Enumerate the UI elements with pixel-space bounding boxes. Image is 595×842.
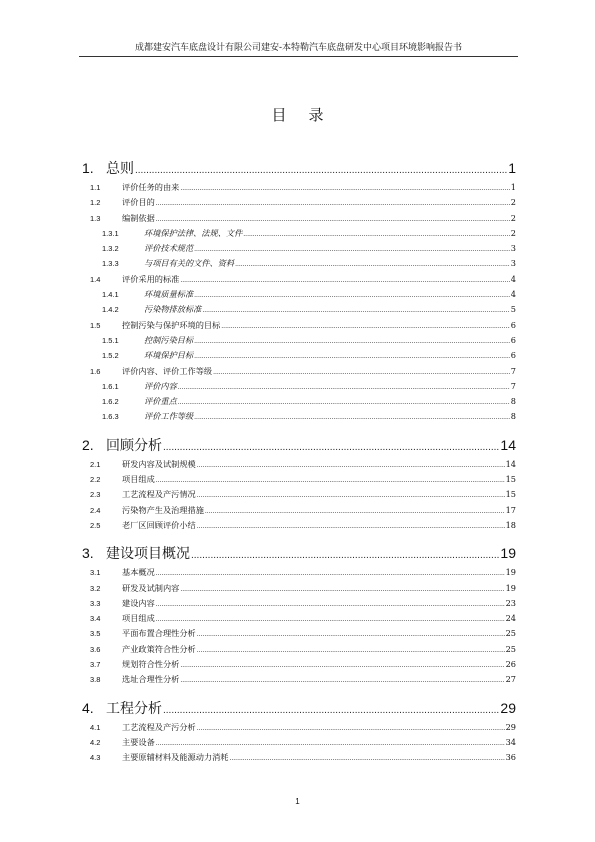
toc-entry[interactable] xyxy=(82,411,516,426)
toc-entry[interactable] xyxy=(82,304,516,319)
toc-entry-page: 1 xyxy=(510,182,516,192)
toc-leader-dots xyxy=(156,477,505,484)
toc-entry-page: 6 xyxy=(510,334,516,345)
toc-entry-page: 14 xyxy=(500,436,516,453)
toc-leader-dots xyxy=(156,216,510,223)
toc-entry-page: 8 xyxy=(510,396,516,407)
toc-title: 目录 xyxy=(271,106,346,124)
toc-entry-number: 1.4 xyxy=(90,274,101,284)
toc-entry[interactable] xyxy=(82,644,516,659)
toc-entry-number: 1.3.3 xyxy=(102,259,119,269)
toc-leader-dots xyxy=(163,442,499,453)
toc-entry[interactable] xyxy=(82,381,516,396)
toc-leader-dots xyxy=(197,523,505,530)
toc-entry[interactable] xyxy=(82,752,516,767)
toc-entry[interactable] xyxy=(82,274,516,289)
toc-entry[interactable] xyxy=(82,366,516,381)
toc-entry-number: 3.2 xyxy=(90,583,101,593)
toc-entry[interactable] xyxy=(82,505,516,520)
toc-entry-page: 34 xyxy=(505,736,516,747)
toc-leader-dots xyxy=(194,246,510,253)
toc-entry-page: 3 xyxy=(510,243,516,254)
toc-entry-label: 基本概况 xyxy=(122,567,155,578)
toc-entry-number: 2. xyxy=(82,436,94,453)
toc-leader-dots xyxy=(229,755,504,762)
toc-entry-page: 23 xyxy=(505,597,516,608)
toc-entry-label: 总则 xyxy=(106,160,134,176)
toc-entry-label: 产业政策符合性分析 xyxy=(122,643,196,654)
toc-leader-dots xyxy=(197,647,505,654)
toc-entry-label: 主要设备 xyxy=(122,736,155,747)
toc-entry-page: 14 xyxy=(505,458,516,469)
toc-leader-dots xyxy=(156,740,505,747)
toc-entry-label: 建设项目概况 xyxy=(106,545,190,562)
toc-entry-page: 25 xyxy=(505,628,516,639)
toc-entry[interactable] xyxy=(82,722,516,737)
toc-entry-number: 2.2 xyxy=(90,475,101,485)
page-number: 1 xyxy=(295,797,300,806)
toc-entry-page: 25 xyxy=(505,643,516,654)
toc-entry-label: 平面布置合理性分析 xyxy=(122,628,196,639)
toc-entry[interactable] xyxy=(82,435,516,456)
toc-entry-number: 2.1 xyxy=(90,459,101,469)
toc-entry-number: 3.4 xyxy=(90,614,101,624)
toc-entry[interactable] xyxy=(82,674,516,689)
toc-entry-number: 3.5 xyxy=(90,629,101,639)
toc-entry-label: 评价内容 xyxy=(144,380,177,391)
toc-entry[interactable] xyxy=(82,350,516,365)
toc-entry[interactable] xyxy=(82,489,516,504)
toc-entry-label: 选址合理性分析 xyxy=(122,674,180,685)
toc-entry[interactable] xyxy=(82,543,516,564)
toc-entry-label: 项目组成 xyxy=(122,474,155,485)
toc-entry-label: 评价技术规范 xyxy=(144,243,194,254)
toc-entry-page: 19 xyxy=(500,545,516,562)
toc-leader-dots xyxy=(194,414,510,421)
toc-entry-page: 29 xyxy=(505,721,516,732)
toc-entry-number: 1.6 xyxy=(90,366,101,376)
toc-leader-dots xyxy=(180,277,509,284)
toc-entry-number: 1.3.2 xyxy=(102,244,119,254)
toc-leader-dots xyxy=(205,508,505,515)
toc-leader-dots xyxy=(213,369,510,376)
toc-entry-page: 7 xyxy=(510,365,516,376)
toc-entry[interactable] xyxy=(82,737,516,752)
toc-leader-dots xyxy=(197,725,505,732)
toc-entry[interactable] xyxy=(82,289,516,304)
toc-entry[interactable] xyxy=(82,258,516,273)
toc-entry-label: 工艺流程及产污情况 xyxy=(122,489,196,500)
toc-entry-number: 1.6.2 xyxy=(102,397,119,407)
toc-leader-dots xyxy=(197,631,505,638)
toc-leader-dots xyxy=(197,492,505,499)
toc-entry[interactable] xyxy=(82,459,516,474)
toc-entry-number: 1.6.3 xyxy=(102,412,119,422)
toc-entry-label: 评价目的 xyxy=(122,197,155,208)
toc-entry-label: 评价任务的由来 xyxy=(122,182,180,192)
toc-entry[interactable] xyxy=(82,567,516,582)
toc-leader-dots xyxy=(180,185,509,192)
toc-entry-number: 1.2 xyxy=(90,198,101,208)
toc-entry-label: 项目组成 xyxy=(122,613,155,624)
toc-entry-label: 污染物排放标准 xyxy=(144,304,202,315)
toc-entry-number: 1.3.1 xyxy=(102,228,119,238)
toc-entry-number: 2.4 xyxy=(90,505,101,515)
toc-leader-dots xyxy=(191,550,499,561)
toc-entry-number: 2.3 xyxy=(90,490,101,500)
toc-leader-dots xyxy=(194,353,510,360)
toc-entry-page: 1 xyxy=(508,160,516,176)
toc-entry[interactable] xyxy=(82,520,516,535)
toc-entry[interactable] xyxy=(82,628,516,643)
toc-entry[interactable] xyxy=(82,474,516,489)
toc-entry[interactable] xyxy=(82,182,516,197)
toc-entry-number: 4.2 xyxy=(90,737,101,747)
toc-entry-page: 19 xyxy=(505,582,516,593)
toc-entry-page: 3 xyxy=(510,258,516,269)
toc-entry-number: 1.3 xyxy=(90,213,101,223)
toc-leader-dots xyxy=(197,462,505,469)
toc-entry-number: 1.4.2 xyxy=(102,305,119,315)
toc-entry-label: 控制污染目标 xyxy=(144,334,194,345)
toc-leader-dots xyxy=(178,399,510,406)
toc-entry-page: 4 xyxy=(510,289,516,300)
toc-entry-number: 1.6.1 xyxy=(102,381,119,391)
toc-entry-page: 19 xyxy=(505,567,516,578)
toc-entry-number: 1.1 xyxy=(90,183,101,192)
toc-entry-label: 评价工作等级 xyxy=(144,411,194,422)
toc-entry-label: 老厂区回顾评价小结 xyxy=(122,519,196,530)
toc-entry-number: 1. xyxy=(82,160,94,176)
toc-entry-label: 回顾分析 xyxy=(106,436,162,453)
toc-leader-dots xyxy=(135,165,507,176)
toc-entry-label: 工艺流程及产污分析 xyxy=(122,721,196,732)
toc-entry-label: 工程分析 xyxy=(106,699,162,716)
toc-leader-dots xyxy=(156,570,505,577)
toc-entry[interactable] xyxy=(82,698,516,719)
toc-entry-number: 3.8 xyxy=(90,675,101,685)
toc-entry[interactable] xyxy=(82,659,516,674)
toc-entry[interactable] xyxy=(82,228,516,243)
toc-entry-page: 6 xyxy=(510,350,516,361)
toc-leader-dots xyxy=(194,292,510,299)
toc-entry-number: 4.1 xyxy=(90,722,101,732)
toc-entry[interactable] xyxy=(82,335,516,350)
table-of-contents xyxy=(82,150,516,768)
toc-entry[interactable] xyxy=(82,320,516,335)
toc-entry-label: 评价内容、评价工作等级 xyxy=(122,365,213,376)
toc-entry-label: 主要原辅材料及能源动力消耗 xyxy=(122,752,229,763)
toc-entry[interactable] xyxy=(82,197,516,212)
toc-entry-page: 15 xyxy=(505,474,516,485)
toc-entry-page: 17 xyxy=(505,504,516,515)
toc-entry-label: 评价重点 xyxy=(144,396,177,407)
toc-entry-page: 29 xyxy=(500,699,516,716)
toc-entry-page: 26 xyxy=(505,659,516,670)
toc-entry-page: 8 xyxy=(510,411,516,422)
toc-entry-number: 2.5 xyxy=(90,520,101,530)
toc-leader-dots xyxy=(180,586,504,593)
toc-entry-page: 24 xyxy=(505,613,516,624)
toc-entry-page: 15 xyxy=(505,489,516,500)
toc-entry-label: 环境保护法律、法规、文件 xyxy=(144,227,243,238)
toc-entry-number: 3. xyxy=(82,545,94,562)
toc-leader-dots xyxy=(163,705,499,716)
toc-entry[interactable] xyxy=(82,213,516,228)
toc-leader-dots xyxy=(156,601,505,608)
toc-entry-label: 评价采用的标准 xyxy=(122,273,180,284)
toc-entry[interactable] xyxy=(82,613,516,628)
toc-entry-page: 2 xyxy=(510,212,516,223)
toc-entry-number: 4. xyxy=(82,699,94,716)
toc-entry-label: 与项目有关的文件、资料 xyxy=(144,258,235,269)
toc-leader-dots xyxy=(156,200,510,207)
toc-leader-dots xyxy=(202,307,509,314)
toc-entry-label: 环境质量标准 xyxy=(144,289,194,300)
toc-entry-number: 1.5 xyxy=(90,320,101,330)
toc-entry-number: 1.4.1 xyxy=(102,290,119,300)
header-divider xyxy=(79,56,518,57)
toc-entry[interactable] xyxy=(82,158,516,179)
toc-leader-dots xyxy=(180,662,504,669)
toc-entry-label: 环境保护目标 xyxy=(144,350,194,361)
toc-entry-number: 1.5.1 xyxy=(102,335,119,345)
toc-entry-label: 建设内容 xyxy=(122,597,155,608)
toc-entry[interactable] xyxy=(82,583,516,598)
toc-leader-dots xyxy=(180,677,504,684)
toc-entry-page: 2 xyxy=(510,197,516,208)
toc-entry-page: 7 xyxy=(510,380,516,391)
toc-leader-dots xyxy=(194,338,510,345)
toc-entry-label: 污染物产生及治理措施 xyxy=(122,504,204,515)
toc-leader-dots xyxy=(221,323,510,330)
toc-entry-page: 6 xyxy=(510,319,516,330)
toc-entry[interactable] xyxy=(82,396,516,411)
toc-entry-page: 27 xyxy=(505,674,516,685)
toc-entry-number: 4.3 xyxy=(90,753,101,763)
toc-entry-number: 3.6 xyxy=(90,644,101,654)
toc-entry[interactable] xyxy=(82,243,516,258)
toc-leader-dots xyxy=(178,384,510,391)
page-header: 成都建安汽车底盘设计有限公司建安-本特勒汽车底盘研发中心项目环境影响报告书 xyxy=(134,43,463,53)
toc-entry-page: 18 xyxy=(505,519,516,530)
toc-entry-label: 规划符合性分析 xyxy=(122,659,180,670)
toc-entry-page: 2 xyxy=(510,227,516,238)
toc-entry-number: 3.1 xyxy=(90,568,101,578)
toc-entry-label: 编制依据 xyxy=(122,212,155,223)
toc-entry[interactable] xyxy=(82,598,516,613)
toc-entry-label: 研发内容及试制规模 xyxy=(122,458,196,469)
toc-entry-page: 5 xyxy=(510,304,516,315)
toc-entry-page: 36 xyxy=(505,752,516,763)
toc-entry-label: 研发及试制内容 xyxy=(122,582,180,593)
toc-entry-number: 3.7 xyxy=(90,660,101,670)
toc-entry-label: 控制污染与保护环境的目标 xyxy=(122,319,221,330)
toc-entry-number: 3.3 xyxy=(90,598,101,608)
toc-leader-dots xyxy=(235,261,510,268)
toc-entry-number: 1.5.2 xyxy=(102,351,119,361)
toc-leader-dots xyxy=(243,231,510,238)
toc-leader-dots xyxy=(156,616,505,623)
toc-entry-page: 4 xyxy=(510,273,516,284)
